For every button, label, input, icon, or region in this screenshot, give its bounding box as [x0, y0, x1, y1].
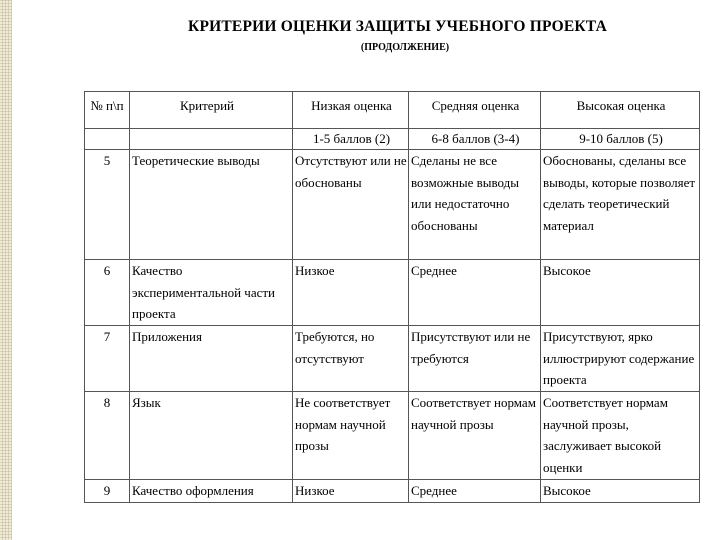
row-mid: Присутствуют или не требуются: [409, 326, 541, 392]
score-range-row: [85, 129, 700, 150]
row-high: Высокое: [541, 480, 700, 503]
decorative-side-stripe: [0, 0, 12, 540]
row-criterion: Качество экспериментальной части проекта: [130, 260, 293, 326]
row-high: Обоснованы, сделаны все выводы, которые позволяет сделать теоретический материал: [541, 150, 700, 260]
row-high: Присутствуют, ярко иллюстрируют содержание проекта: [541, 326, 700, 392]
row-number: 5: [85, 150, 130, 260]
range-empty-cell: [130, 129, 293, 150]
row-low: Низкое: [293, 260, 409, 326]
table-row: [85, 150, 700, 260]
row-number: 8: [85, 392, 130, 480]
page-subtitle: (ПРОДОЛЖЕНИЕ): [360, 42, 450, 53]
table-row: [85, 326, 700, 392]
row-low: Низкое: [293, 480, 409, 503]
row-criterion: Язык: [130, 392, 293, 480]
criteria-table: [84, 91, 700, 503]
range-high: 9-10 баллов (5): [541, 129, 700, 150]
row-low: Отсутствуют или не обоснованы: [293, 150, 409, 260]
range-mid: 6-8 баллов (3-4): [409, 129, 541, 150]
header-mid: Средняя оценка: [409, 92, 541, 129]
row-mid: Среднее: [409, 480, 541, 503]
row-mid: Сделаны не все возможные выводы или недостаточно обоснованы: [409, 150, 541, 260]
row-criterion: Качество оформления: [130, 480, 293, 503]
range-low: 1-5 баллов (2): [293, 129, 409, 150]
row-low: Требуются, но отсутствуют: [293, 326, 409, 392]
row-number: 9: [85, 480, 130, 503]
table-row: [85, 260, 700, 326]
table-row: [85, 480, 700, 503]
row-high: Высокое: [541, 260, 700, 326]
row-number: 6: [85, 260, 130, 326]
row-low: Не соответствует нормам научной прозы: [293, 392, 409, 480]
page-title: КРИТЕРИИ ОЦЕНКИ ЗАЩИТЫ УЧЕБНОГО ПРОЕКТА: [188, 18, 607, 35]
header-criterion: Критерий: [130, 92, 293, 129]
row-high: Соответствует нормам научной прозы, заслуживает высокой оценки: [541, 392, 700, 480]
row-number: 7: [85, 326, 130, 392]
table-header-row: [85, 92, 700, 129]
row-mid: Среднее: [409, 260, 541, 326]
header-high: Высокая оценка: [541, 92, 700, 129]
row-criterion: Приложения: [130, 326, 293, 392]
table-row: [85, 392, 700, 480]
header-number: № п\п: [85, 92, 130, 129]
range-empty-cell: [85, 129, 130, 150]
row-mid: Соответствует нормам научной прозы: [409, 392, 541, 480]
row-criterion: Теоретические выводы: [130, 150, 293, 260]
header-low: Низкая оценка: [293, 92, 409, 129]
